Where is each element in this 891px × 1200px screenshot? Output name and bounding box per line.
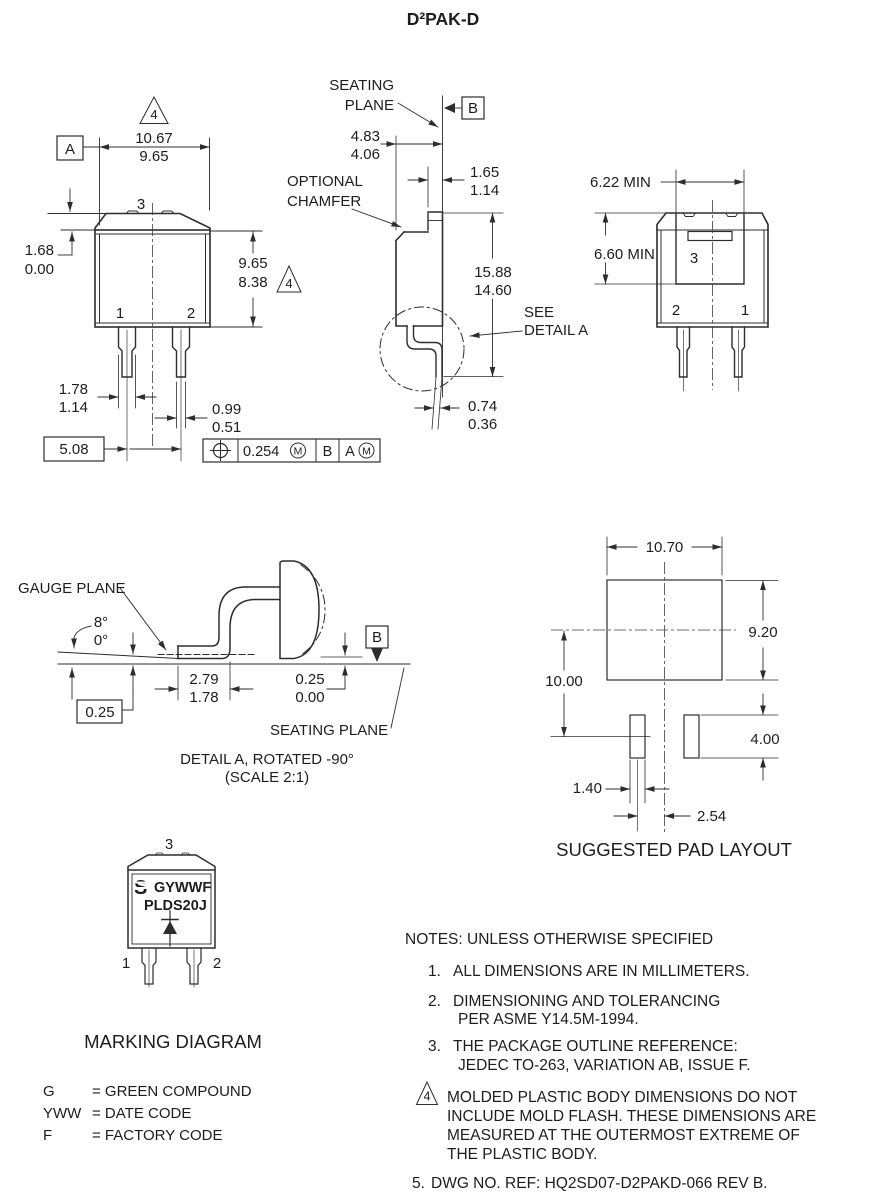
pin2-label: 2 bbox=[671, 302, 681, 319]
brand-logo-letter: S bbox=[134, 877, 148, 899]
dim-lead-thickness-min: 0.51 bbox=[212, 419, 242, 436]
marking-line1: GYWWF bbox=[154, 880, 212, 896]
brand-logo-icon bbox=[133, 877, 152, 899]
flag-note4-triangle bbox=[417, 1082, 438, 1105]
seating-plane-label: PLANE bbox=[344, 97, 394, 114]
dim-foot-length-max: 2.79 bbox=[189, 671, 219, 688]
dim-tab-thickness bbox=[408, 164, 499, 207]
back-view bbox=[590, 170, 768, 391]
detail-caption-scale: (SCALE 2:1) bbox=[224, 769, 310, 786]
note-text: DWG NO. REF: HQ2SD07-D2PAKD-066 REV B. bbox=[431, 1175, 768, 1192]
seating-plane-leader bbox=[398, 103, 438, 127]
notes-block bbox=[405, 931, 816, 1192]
datum-b-label: B bbox=[371, 629, 383, 646]
dim-tab-thickness-max: 1.65 bbox=[470, 164, 500, 181]
see-detail-label: SEE bbox=[524, 304, 555, 321]
marking-line2: PLDS20J bbox=[144, 898, 207, 914]
datum-b-label: B bbox=[467, 100, 479, 117]
gauge-plane-label: GAUGE PLANE bbox=[18, 580, 126, 597]
notes-header: NOTES: UNLESS OTHERWISE SPECIFIED bbox=[405, 931, 714, 948]
fcf-modifier1: M bbox=[293, 445, 303, 458]
note-text: INCLUDE MOLD FLASH. THESE DIMENSIONS ARE bbox=[447, 1108, 817, 1125]
legend-key: F bbox=[43, 1127, 53, 1144]
flag-note4-number: 4 bbox=[285, 276, 293, 291]
dim-foot-length bbox=[155, 662, 253, 706]
pin1-label: 1 bbox=[115, 305, 125, 322]
note-text: MEASURED AT THE OUTERMOST EXTREME OF bbox=[447, 1127, 800, 1144]
dim-lead-thickness-min: 0.36 bbox=[468, 416, 498, 433]
fcf-datum1: B bbox=[322, 444, 333, 460]
pin3-label: 3 bbox=[689, 250, 699, 267]
dim-width-max: 10.67 bbox=[135, 130, 173, 147]
legend-value: = GREEN COMPOUND bbox=[92, 1083, 252, 1100]
dim-tab-height-min: 0.00 bbox=[24, 261, 54, 278]
dim-standoff-max: 0.25 bbox=[295, 671, 325, 688]
optional-chamfer-label: OPTIONAL bbox=[287, 173, 363, 190]
note-text: PER ASME Y14.5M-1994. bbox=[458, 1011, 639, 1028]
legend-key: YWW bbox=[43, 1105, 82, 1122]
pin3-label: 3 bbox=[136, 196, 146, 213]
flag-note4-triangle bbox=[140, 97, 168, 124]
dim-width bbox=[84, 130, 210, 225]
dim-pitch-basic bbox=[44, 437, 181, 461]
see-detail-label: DETAIL A bbox=[524, 322, 589, 339]
dim-width-min: 9.65 bbox=[139, 148, 169, 165]
tab-outline bbox=[428, 212, 443, 230]
pin1-label: 1 bbox=[740, 302, 750, 319]
marking-legend bbox=[43, 1083, 252, 1144]
lead-pad bbox=[684, 715, 699, 758]
optional-chamfer-label: CHAMFER bbox=[287, 193, 362, 210]
dim-standoff-min: 0.00 bbox=[295, 689, 325, 706]
page-title: D²PAK-D bbox=[406, 9, 480, 29]
seating-plane-label: SEATING bbox=[329, 77, 394, 94]
dim-lead-pad-w bbox=[573, 760, 669, 803]
extension-lines bbox=[676, 170, 744, 214]
seating-plane-leader bbox=[391, 668, 404, 728]
dim-angle-max: 8° bbox=[93, 614, 109, 631]
dim-angle bbox=[72, 614, 108, 699]
dim-pad-w-value: 10.70 bbox=[645, 539, 684, 556]
dim-lead-pad-w-value: 1.40 bbox=[572, 780, 602, 797]
dim-lead-width-min: 1.14 bbox=[58, 399, 88, 416]
note-text: THE PLASTIC BODY. bbox=[447, 1146, 598, 1163]
dim-pad-pitch-value: 2.54 bbox=[697, 808, 727, 825]
pin2-label: 2 bbox=[212, 955, 222, 972]
note-number: 1. bbox=[428, 963, 441, 980]
lead-outer bbox=[178, 587, 279, 646]
dim-lead-thickness-max: 0.99 bbox=[212, 401, 242, 418]
position-symbol-icon bbox=[211, 441, 231, 461]
dim-span-value: 10.00 bbox=[545, 673, 583, 690]
note-text: DIMENSIONING AND TOLERANCING bbox=[453, 993, 721, 1010]
legend-key: G bbox=[43, 1083, 55, 1100]
pin3-label: 3 bbox=[164, 836, 174, 853]
dim-overall-height-max: 15.88 bbox=[474, 264, 512, 281]
flag-note4-number: 4 bbox=[150, 107, 158, 122]
gauge-plane-leader bbox=[120, 588, 166, 650]
dim-lead-thickness bbox=[415, 398, 497, 433]
note-text: MOLDED PLASTIC BODY DIMENSIONS DO NOT bbox=[447, 1089, 798, 1106]
side-view bbox=[287, 77, 588, 433]
dim-lead-width bbox=[59, 355, 156, 416]
dim-pad-width-value: 6.22 MIN bbox=[590, 174, 651, 191]
dim-pad-height bbox=[594, 213, 676, 284]
dim-lead-thickness-max: 0.74 bbox=[468, 398, 498, 415]
dim-pad-height-value: 6.60 MIN bbox=[594, 246, 655, 263]
dim-lead-pad-h bbox=[701, 694, 780, 780]
datum-a-label: A bbox=[64, 141, 76, 158]
marking-diagram bbox=[43, 836, 262, 1144]
legend-value: = FACTORY CODE bbox=[92, 1127, 223, 1144]
dim-lead-width-max: 1.78 bbox=[58, 381, 88, 398]
datum-a-flag bbox=[57, 136, 83, 160]
datum-b-flag bbox=[366, 626, 388, 662]
fcf-datum2: A bbox=[345, 444, 355, 460]
dim-tab-thickness-min: 1.14 bbox=[470, 182, 500, 199]
chamfer-leader bbox=[352, 209, 401, 227]
legend-value: = DATE CODE bbox=[92, 1105, 192, 1122]
diode-symbol-icon bbox=[162, 911, 178, 946]
tab-slot bbox=[688, 232, 732, 241]
lead-tip-extensions bbox=[432, 377, 442, 429]
front-view bbox=[25, 97, 380, 462]
dim-lead-thickness bbox=[155, 382, 241, 436]
dim-body-width bbox=[351, 128, 443, 230]
dim-body-height-max: 9.65 bbox=[238, 255, 268, 272]
marking-caption: MARKING DIAGRAM bbox=[84, 1031, 262, 1052]
dim-overall-height-min: 14.60 bbox=[474, 282, 512, 299]
dim-tab-height bbox=[25, 189, 106, 278]
pin1-label: 1 bbox=[121, 955, 131, 972]
note-text: ALL DIMENSIONS ARE IN MILLIMETERS. bbox=[453, 963, 750, 980]
fcf-tolerance: 0.254 bbox=[243, 444, 280, 460]
fcf-modifier2: M bbox=[362, 445, 371, 458]
flag-note4-number: 4 bbox=[423, 1089, 431, 1104]
pin2-label: 2 bbox=[186, 305, 196, 322]
dim-foot-length-min: 1.78 bbox=[189, 689, 219, 706]
see-detail-leader bbox=[470, 331, 522, 336]
exposed-pad-outline bbox=[676, 215, 744, 285]
seating-plane-label: SEATING PLANE bbox=[270, 722, 389, 739]
note-text: THE PACKAGE OUTLINE REFERENCE: bbox=[453, 1038, 738, 1055]
detail-caption: DETAIL A, ROTATED -90° bbox=[180, 751, 354, 768]
note-number: 2. bbox=[428, 993, 441, 1010]
datum-b-flag bbox=[444, 97, 484, 119]
lead-inner bbox=[414, 326, 443, 377]
feature-control-frame bbox=[203, 439, 380, 462]
tab-outline bbox=[128, 855, 215, 870]
lead-outer bbox=[407, 326, 436, 377]
dim-overall-height bbox=[444, 213, 512, 377]
dim-span bbox=[545, 631, 650, 737]
pin-centerlines bbox=[684, 330, 739, 391]
dim-tab-height-max: 1.68 bbox=[24, 242, 54, 259]
dim-pad-h-value: 9.20 bbox=[748, 624, 778, 641]
lead-inner bbox=[178, 600, 279, 659]
dim-pitch-value: 5.08 bbox=[59, 441, 89, 458]
note-number: 3. bbox=[428, 1038, 441, 1055]
detail-a-view bbox=[18, 561, 410, 786]
dim-angle-min: 0° bbox=[93, 632, 109, 649]
dim-pad-width bbox=[590, 174, 744, 191]
dim-basic-value: 0.25 bbox=[85, 704, 115, 721]
pad-layout-view bbox=[545, 537, 792, 860]
dim-body-width-max: 4.83 bbox=[350, 128, 380, 145]
pad-layout-caption: SUGGESTED PAD LAYOUT bbox=[556, 839, 792, 860]
dim-body-height-min: 8.38 bbox=[238, 274, 268, 291]
dim-pad-h bbox=[726, 581, 778, 681]
dim-lead-pad-h-value: 4.00 bbox=[750, 731, 780, 748]
note-text: JEDEC TO-263, VARIATION AB, ISSUE F. bbox=[458, 1057, 751, 1074]
dim-body-width-min: 4.06 bbox=[350, 146, 380, 163]
angle-plane-line bbox=[58, 652, 178, 659]
dim-body-height bbox=[210, 231, 301, 327]
dim-pad-pitch bbox=[614, 760, 726, 831]
note-number: 5. bbox=[412, 1175, 425, 1192]
